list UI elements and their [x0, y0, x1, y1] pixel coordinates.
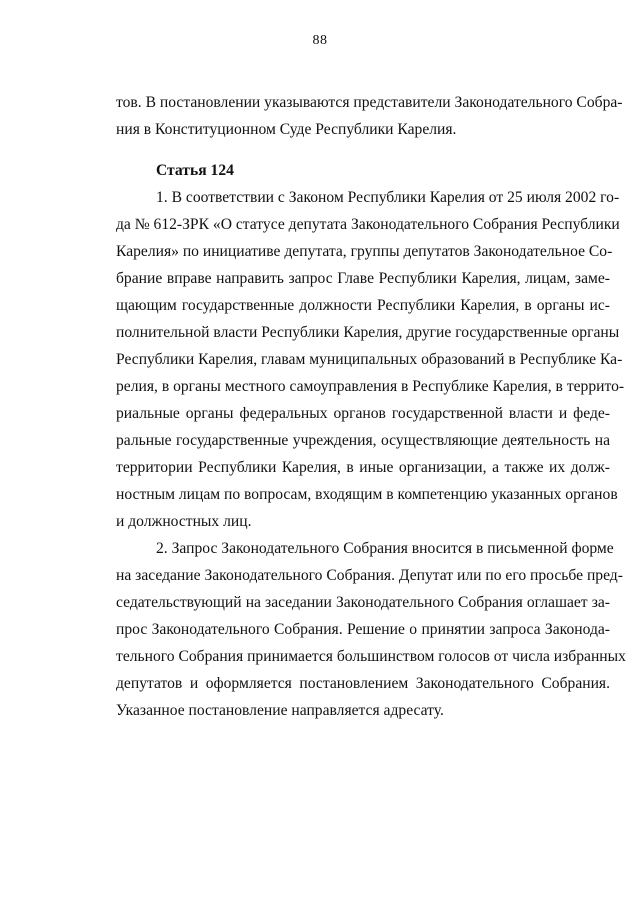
paragraph-2	[116, 535, 626, 724]
text-line: щающим государственные должности Республики Карелия, в органы ис-	[116, 297, 610, 314]
article-heading: Статья 124	[156, 162, 234, 179]
text-line: седательствующий на заседании Законодательного Собрания оглашает за-	[116, 594, 610, 611]
text-line: брание вправе направить запрос Главе Республики Карелия, лицам, заме-	[116, 270, 610, 287]
text-line: 1. В соответствии с Законом Республики Карелия от 25 июля 2002 го-	[156, 189, 620, 206]
text-line: 2. Запрос Законодательного Собрания вносится в письменной форме	[156, 540, 614, 557]
text-line: тов. В постановлении указываются представители Законодательного Собра-	[116, 94, 623, 111]
text-line: и должностных лиц.	[116, 513, 252, 530]
text-line: Республики Карелия, главам муниципальных образований в Республике Ка-	[116, 351, 623, 368]
text-line: депутатов и оформляется постановлением Законодательного Собрания.	[116, 675, 610, 692]
text-line: ния в Конституционном Суде Республики Карелия.	[116, 121, 457, 138]
intro-paragraph	[116, 89, 623, 143]
text-line: Указанное постановление направляется адресату.	[116, 702, 444, 719]
paragraph-1	[116, 184, 625, 535]
text-line: на заседание Законодательного Собрания. Депутат или по его просьбе пред-	[116, 567, 623, 584]
page-number: 88	[312, 33, 328, 48]
text-line: тельного Собрания принимается большинством голосов от числа избранных	[116, 648, 626, 665]
text-line: ральные государственные учреждения, осуществляющие деятельность на	[116, 432, 610, 449]
document-body	[116, 89, 626, 724]
text-line: территории Республики Карелия, в иные организации, а также их долж-	[116, 459, 610, 476]
text-line: прос Законодательного Собрания. Решение о принятии запроса Законода-	[116, 621, 610, 638]
text-line: полнительной власти Республики Карелия, другие государственные органы	[116, 324, 620, 341]
text-line: ностным лицам по вопросам, входящим в компетенцию указанных органов	[116, 486, 618, 503]
text-line: релия, в органы местного самоуправления в Республике Карелия, в террито-	[116, 378, 625, 395]
text-line: Карелия» по инициативе депутата, группы депутатов Законодательное Со-	[116, 243, 613, 260]
text-line: риальные органы федеральных органов государственной власти и феде-	[116, 405, 610, 422]
text-line: да № 612-ЗРК «О статусе депутата Законодательного Собрания Республики	[116, 216, 620, 233]
